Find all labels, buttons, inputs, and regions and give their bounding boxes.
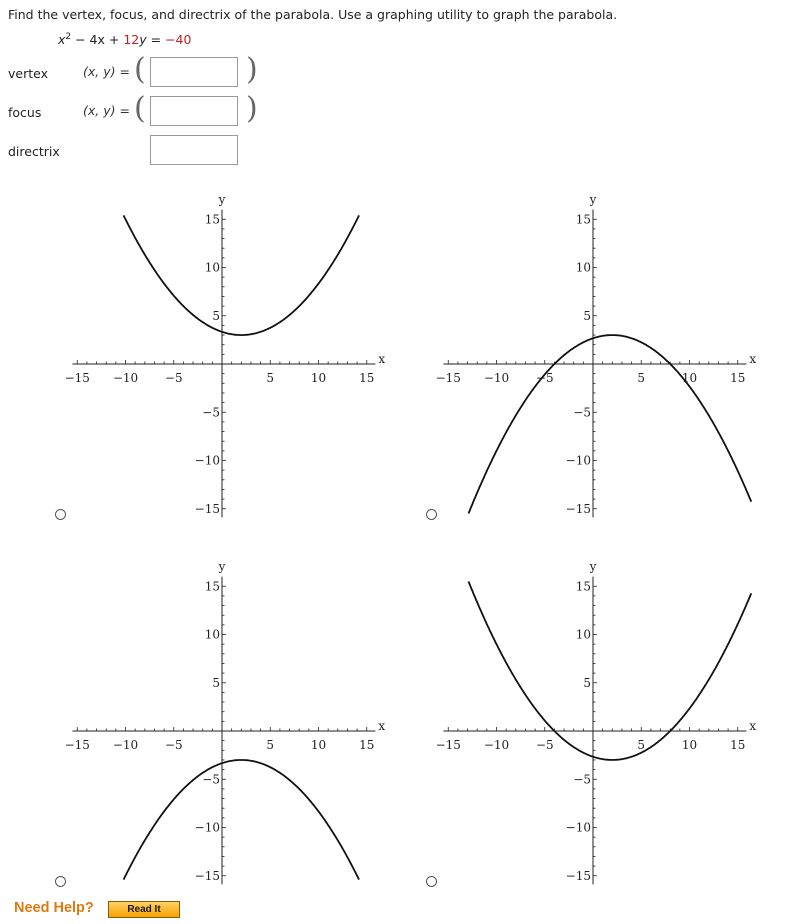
y-tick-label: 10: [575, 260, 591, 275]
x-tick-label: 10: [681, 738, 698, 752]
graph-panel-3: [65, 560, 386, 885]
focus-xy-prefix: (x, y) =: [83, 103, 130, 118]
x-tick-label: 15: [359, 371, 375, 385]
y-tick-label: −5: [573, 405, 591, 420]
x-tick-label: 5: [266, 371, 275, 385]
y-tick-label: 10: [575, 627, 591, 642]
y-tick-label: −5: [202, 772, 220, 787]
x-tick-label: −10: [483, 371, 510, 385]
y-tick-label: 15: [575, 579, 591, 594]
parabola-curve: [469, 582, 752, 761]
vertex-xy-prefix: (x, y) =: [83, 64, 130, 79]
y-tick-label: −10: [194, 453, 220, 468]
x-tick-label: 15: [359, 738, 375, 752]
y-tick-label: −10: [194, 820, 220, 835]
y-tick-label: −15: [565, 501, 591, 516]
y-tick-label: 15: [204, 212, 220, 227]
x-tick-label: −10: [483, 738, 510, 752]
choice-radio-3[interactable]: [55, 876, 66, 887]
x-tick-label: −5: [535, 738, 554, 752]
x-tick-label: −5: [535, 371, 554, 385]
vertex-label: vertex: [8, 66, 48, 81]
focus-close-paren: ): [246, 91, 258, 126]
focus-open-paren: (: [134, 91, 146, 126]
graph-panel-2: [436, 193, 757, 518]
x-tick-label: 5: [266, 738, 275, 752]
equation: $x^2 - 4x + 12y = -40$: [58, 32, 192, 48]
y-axis-label: y: [589, 192, 597, 207]
x-tick-label: −10: [112, 738, 139, 752]
x-tick-label: −15: [435, 371, 461, 385]
x-axis-label: x: [378, 352, 386, 366]
y-tick-label: −5: [573, 772, 591, 787]
y-tick-label: −10: [565, 453, 591, 468]
y-tick-label: 5: [583, 308, 591, 323]
x-tick-label: 5: [637, 738, 646, 752]
y-tick-label: −15: [194, 501, 220, 516]
x-tick-label: −10: [112, 371, 139, 385]
y-tick-label: 5: [212, 308, 220, 323]
x-tick-label: −15: [64, 738, 90, 752]
y-tick-label: −15: [194, 868, 220, 883]
equation-exponent: 2: [65, 32, 72, 42]
graph-panel-1: [65, 193, 386, 518]
parabola-curve: [124, 760, 359, 880]
x-tick-label: −5: [164, 738, 183, 752]
focus-label: focus: [8, 105, 42, 120]
y-tick-label: −15: [565, 868, 591, 883]
y-tick-label: 10: [204, 627, 220, 642]
x-tick-label: −15: [435, 738, 461, 752]
x-axis-label: x: [749, 719, 757, 733]
equation-rhs: −40: [165, 32, 192, 48]
directrix-label: directrix: [8, 144, 60, 159]
x-tick-label: −5: [164, 371, 183, 385]
need-help-label: Need Help?: [14, 900, 94, 916]
vertex-open-paren: (: [134, 52, 146, 87]
graph-panel-4: [436, 560, 757, 885]
y-tick-label: −10: [565, 820, 591, 835]
read-it-button[interactable]: Read It: [108, 901, 180, 918]
equation-coefficient: 12: [123, 32, 140, 48]
x-tick-label: 15: [730, 738, 746, 752]
choice-radio-1[interactable]: [55, 509, 66, 520]
y-tick-label: 15: [575, 212, 591, 227]
y-tick-label: 5: [212, 675, 220, 690]
question-text: Find the vertex, focus, and directrix of the parabola. Use a graphing utility to graph the parabola.: [8, 7, 618, 22]
y-tick-label: 10: [204, 260, 220, 275]
x-tick-label: −15: [64, 371, 90, 385]
x-tick-label: 10: [681, 371, 698, 385]
y-axis-label: y: [218, 559, 226, 574]
x-axis-label: x: [378, 719, 386, 733]
choice-radio-2[interactable]: [426, 509, 437, 520]
x-tick-label: 10: [310, 371, 327, 385]
y-axis-label: y: [589, 559, 597, 574]
y-tick-label: −5: [202, 405, 220, 420]
x-tick-label: 15: [730, 371, 746, 385]
x-tick-label: 10: [310, 738, 327, 752]
y-axis-label: y: [218, 192, 226, 207]
y-tick-label: 5: [583, 675, 591, 690]
x-axis-label: x: [749, 352, 757, 366]
vertex-close-paren: ): [246, 52, 258, 87]
x-tick-label: 5: [637, 371, 646, 385]
choice-radio-4[interactable]: [426, 876, 437, 887]
y-tick-label: 15: [204, 579, 220, 594]
parabola-curve: [124, 215, 359, 335]
